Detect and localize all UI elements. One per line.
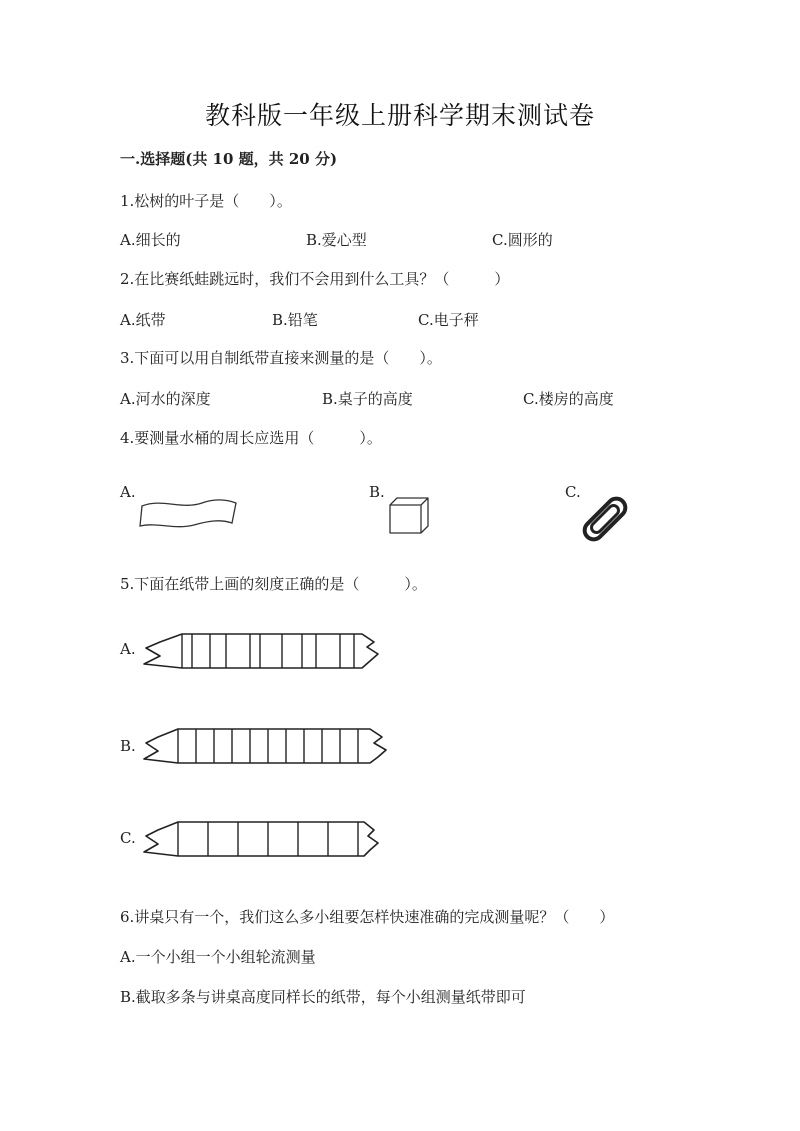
q4-option-c[interactable]: C. [565, 483, 581, 501]
question-6: 6.讲桌只有一个，我们这么多小组要怎样快速准确的完成测量呢？（ ） [120, 908, 615, 926]
q3-option-c[interactable]: C.楼房的高度 [523, 390, 614, 408]
q4-option-b[interactable]: B. [369, 483, 385, 501]
page-title: 教科版一年级上册科学期末测试卷 [204, 101, 595, 130]
question-2: 2.在比赛纸蛙跳远时，我们不会用到什么工具？（ ） [120, 270, 510, 288]
q1-option-a[interactable]: A.细长的 [120, 231, 181, 249]
question-3: 3.下面可以用自制纸带直接来测量的是（ ）。 [120, 349, 442, 367]
q5-option-c[interactable]: C. [120, 829, 136, 847]
section-heading: 一.选择题(共 10 题，共 20 分) [120, 150, 338, 168]
q4-option-a[interactable]: A. [120, 483, 136, 501]
question-1: 1.松树的叶子是（ ）。 [120, 192, 292, 210]
q2-option-c[interactable]: C.电子秤 [418, 311, 479, 329]
question-4: 4.要测量水桶的周长应选用（ ）。 [120, 429, 382, 447]
ruler-strip-c [142, 818, 384, 862]
paper-strip-picture [138, 496, 240, 532]
q3-option-a[interactable]: A.河水的深度 [120, 390, 211, 408]
q2-option-a[interactable]: A.纸带 [120, 311, 166, 329]
q1-option-c[interactable]: C.圆形的 [492, 231, 553, 249]
q6-option-a[interactable]: A.一个小组一个小组轮流测量 [120, 948, 316, 966]
q2-option-b[interactable]: B.铅笔 [272, 311, 318, 329]
q5-option-b[interactable]: B. [120, 737, 136, 755]
ruler-strip-b [142, 725, 392, 769]
ruler-strip-a [142, 630, 382, 674]
cube-picture [388, 496, 432, 536]
q3-option-b[interactable]: B.桌子的高度 [322, 390, 413, 408]
q6-option-b[interactable]: B.截取多条与讲桌高度同样长的纸带，每个小组测量纸带即可 [120, 988, 526, 1006]
q5-option-a[interactable]: A. [120, 640, 136, 658]
question-5: 5.下面在纸带上画的刻度正确的是（ ）。 [120, 575, 427, 593]
q1-option-b[interactable]: B.爱心型 [306, 231, 367, 249]
paperclip-icon [582, 496, 628, 542]
